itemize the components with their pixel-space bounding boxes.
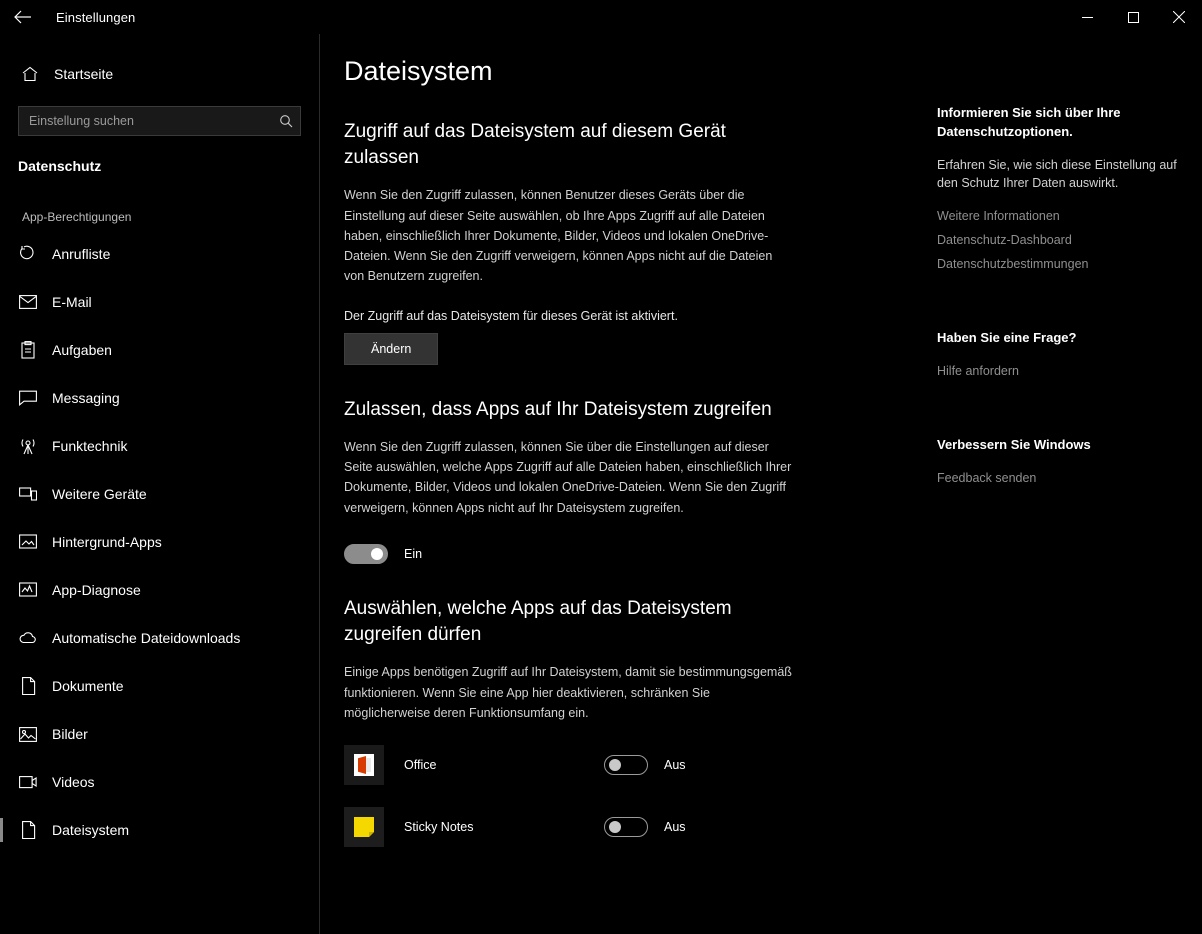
sidebar-item-app-diagnose[interactable] [0,566,319,614]
sidebar-item-label: Weitere Geräte [52,486,147,502]
section-choose-apps-heading: Auswählen, welche Apps auf das Dateisystem zugreifen dürfen [344,597,732,646]
link-feedback-senden[interactable]: Feedback senden [937,470,1037,485]
call-history-icon [18,244,38,264]
sidebar-item-weitere-geraete[interactable] [0,470,319,518]
toggle-knob [609,821,621,833]
sticky-notes-app-toggle-label: Aus [664,820,686,835]
section-device-access-body: Wenn Sie den Zugriff zulassen, können Benutzer dieses Geräts über die Einstellung auf dieser Seite auswählen, ob Ihre Apps Zugriff auf alle Dateien haben, einschließlich Ihrer Dokumente, Bilder, Videos und lokalen OneDrive-Dateien. Wenn Sie den Zugriff verweigern, können Apps nicht auf die Dateien von Benutzern zugreifen. [344,188,773,284]
videos-icon [18,772,38,792]
message-icon [18,388,38,408]
sidebar-item-bilder[interactable] [0,710,319,758]
improve-windows-heading: Verbessern Sie Windows [937,437,1091,453]
link-datenschutzbestimmungen[interactable]: Datenschutzbestimmungen [937,257,1089,272]
apps-access-toggle-label: Ein [404,546,423,561]
device-access-status: Der Zugriff auf das Dateisystem für dieses Gerät ist aktiviert. [344,308,678,323]
section-apps-access-heading: Zulassen, dass Apps auf Ihr Dateisystem zugreifen [344,398,772,420]
office-app-toggle-label: Aus [664,758,686,773]
home-icon [20,64,40,84]
minimize-icon [1082,12,1093,23]
change-button[interactable]: Ändern [344,333,438,365]
document-icon [18,676,38,696]
sidebar-section-title: Datenschutz [18,158,102,174]
sidebar-item-dokumente[interactable] [0,662,319,710]
page-title: Dateisystem [344,56,493,86]
app-diagnostics-icon [18,580,38,600]
back-button[interactable] [0,0,46,34]
search-icon[interactable] [272,107,300,135]
minimize-button[interactable] [1064,0,1110,34]
cloud-download-icon [18,628,38,648]
apps-access-toggle[interactable] [344,544,388,564]
section-choose-apps-body: Einige Apps benötigen Zugriff auf Ihr Dateisystem, damit sie bestimmungsgemäß funktionieren. Wenn Sie eine App hier deaktivieren, schränken Sie möglicherweise deren Funktionsumfang ein. [344,665,792,720]
mail-icon [18,292,38,312]
list-item [344,745,904,785]
maximize-icon [1128,12,1139,23]
sidebar [0,34,320,934]
sidebar-item-label: Hintergrund-Apps [52,534,162,550]
section-device-access-heading: Zugriff auf das Dateisystem auf diesem Gerät zulassen [344,121,726,169]
app-toggle-wrap [604,755,686,775]
maximize-button[interactable] [1110,0,1156,34]
office-app-toggle[interactable] [604,755,648,775]
radio-icon [18,436,38,456]
sidebar-item-label: App-Diagnose [52,582,141,598]
link-hilfe-anfordern[interactable]: Hilfe anfordern [937,364,1019,379]
file-system-icon [18,820,38,840]
list-item [344,807,904,847]
sticky-notes-app-toggle[interactable] [604,817,648,837]
sidebar-item-label: Anrufliste [52,246,111,262]
sidebar-item-aufgaben[interactable] [0,326,319,374]
sidebar-item-label: Aufgaben [52,342,112,358]
arrow-left-icon [14,10,32,24]
sidebar-item-email[interactable] [0,278,319,326]
app-toggle-wrap [604,817,686,837]
main-content [344,34,904,847]
sidebar-item-label: E-Mail [52,294,92,310]
sidebar-item-videos[interactable] [0,758,319,806]
sidebar-group-label: App-Berechtigungen [22,210,132,224]
devices-icon [18,484,38,504]
toggle-knob [371,548,383,560]
office-app-icon [344,745,384,785]
sidebar-home-label: Startseite [54,66,114,82]
window-title: Einstellungen [56,9,136,25]
privacy-options-text: Erfahren Sie, wie sich diese Einstellung auf den Schutz Ihrer Daten auswirkt. [937,157,1177,191]
sidebar-item-label: Funktechnik [52,438,128,454]
app-name: Office [404,758,437,773]
pictures-icon [18,724,38,744]
app-name: Sticky Notes [404,820,474,835]
search-input[interactable] [18,106,301,136]
sidebar-item-anrufliste[interactable] [0,230,319,278]
sticky-notes-app-icon [344,807,384,847]
sidebar-item-label: Videos [52,774,95,790]
related-settings-pane [937,34,1177,485]
apps-access-toggle-row [344,544,904,564]
close-icon [1173,11,1185,23]
background-apps-icon [18,532,38,552]
section-apps-access-body: Wenn Sie den Zugriff zulassen, können Sie über die Einstellungen auf dieser Seite auswählen, welche Apps Zugriff auf alle Dateien haben, einschließlich Ihrer Dokumente, Bilder, Videos und lokalen OneDrive-Dateien. Wenn Sie den Zugriff verweigern, können Apps nicht auf Ihr Dateisystem zugreifen. [344,439,792,515]
sidebar-item-dateisystem[interactable] [0,806,319,854]
sidebar-item-label: Dateisystem [52,822,130,838]
window-controls [1064,0,1202,34]
close-button[interactable] [1156,0,1202,34]
link-datenschutz-dashboard[interactable]: Datenschutz-Dashboard [937,233,1072,248]
question-heading: Haben Sie eine Frage? [937,330,1077,346]
sidebar-item-funktechnik[interactable] [0,422,319,470]
privacy-options-heading: Informieren Sie sich über Ihre Datenschutzoptionen. [937,105,1121,139]
sidebar-item-automatische-dateidownloads[interactable] [0,614,319,662]
toggle-knob [609,759,621,771]
link-weitere-informationen[interactable]: Weitere Informationen [937,209,1060,224]
sidebar-item-label: Automatische Dateidownloads [52,630,241,646]
sidebar-item-messaging[interactable] [0,374,319,422]
sidebar-item-label: Bilder [52,726,88,742]
sidebar-item-hintergrund-apps[interactable] [0,518,319,566]
search-box[interactable] [18,106,301,136]
tasks-icon [18,340,38,360]
sidebar-item-label: Dokumente [52,678,124,694]
sidebar-item-home[interactable] [0,54,319,94]
title-bar [0,0,1202,34]
sidebar-item-label: Messaging [52,390,120,406]
